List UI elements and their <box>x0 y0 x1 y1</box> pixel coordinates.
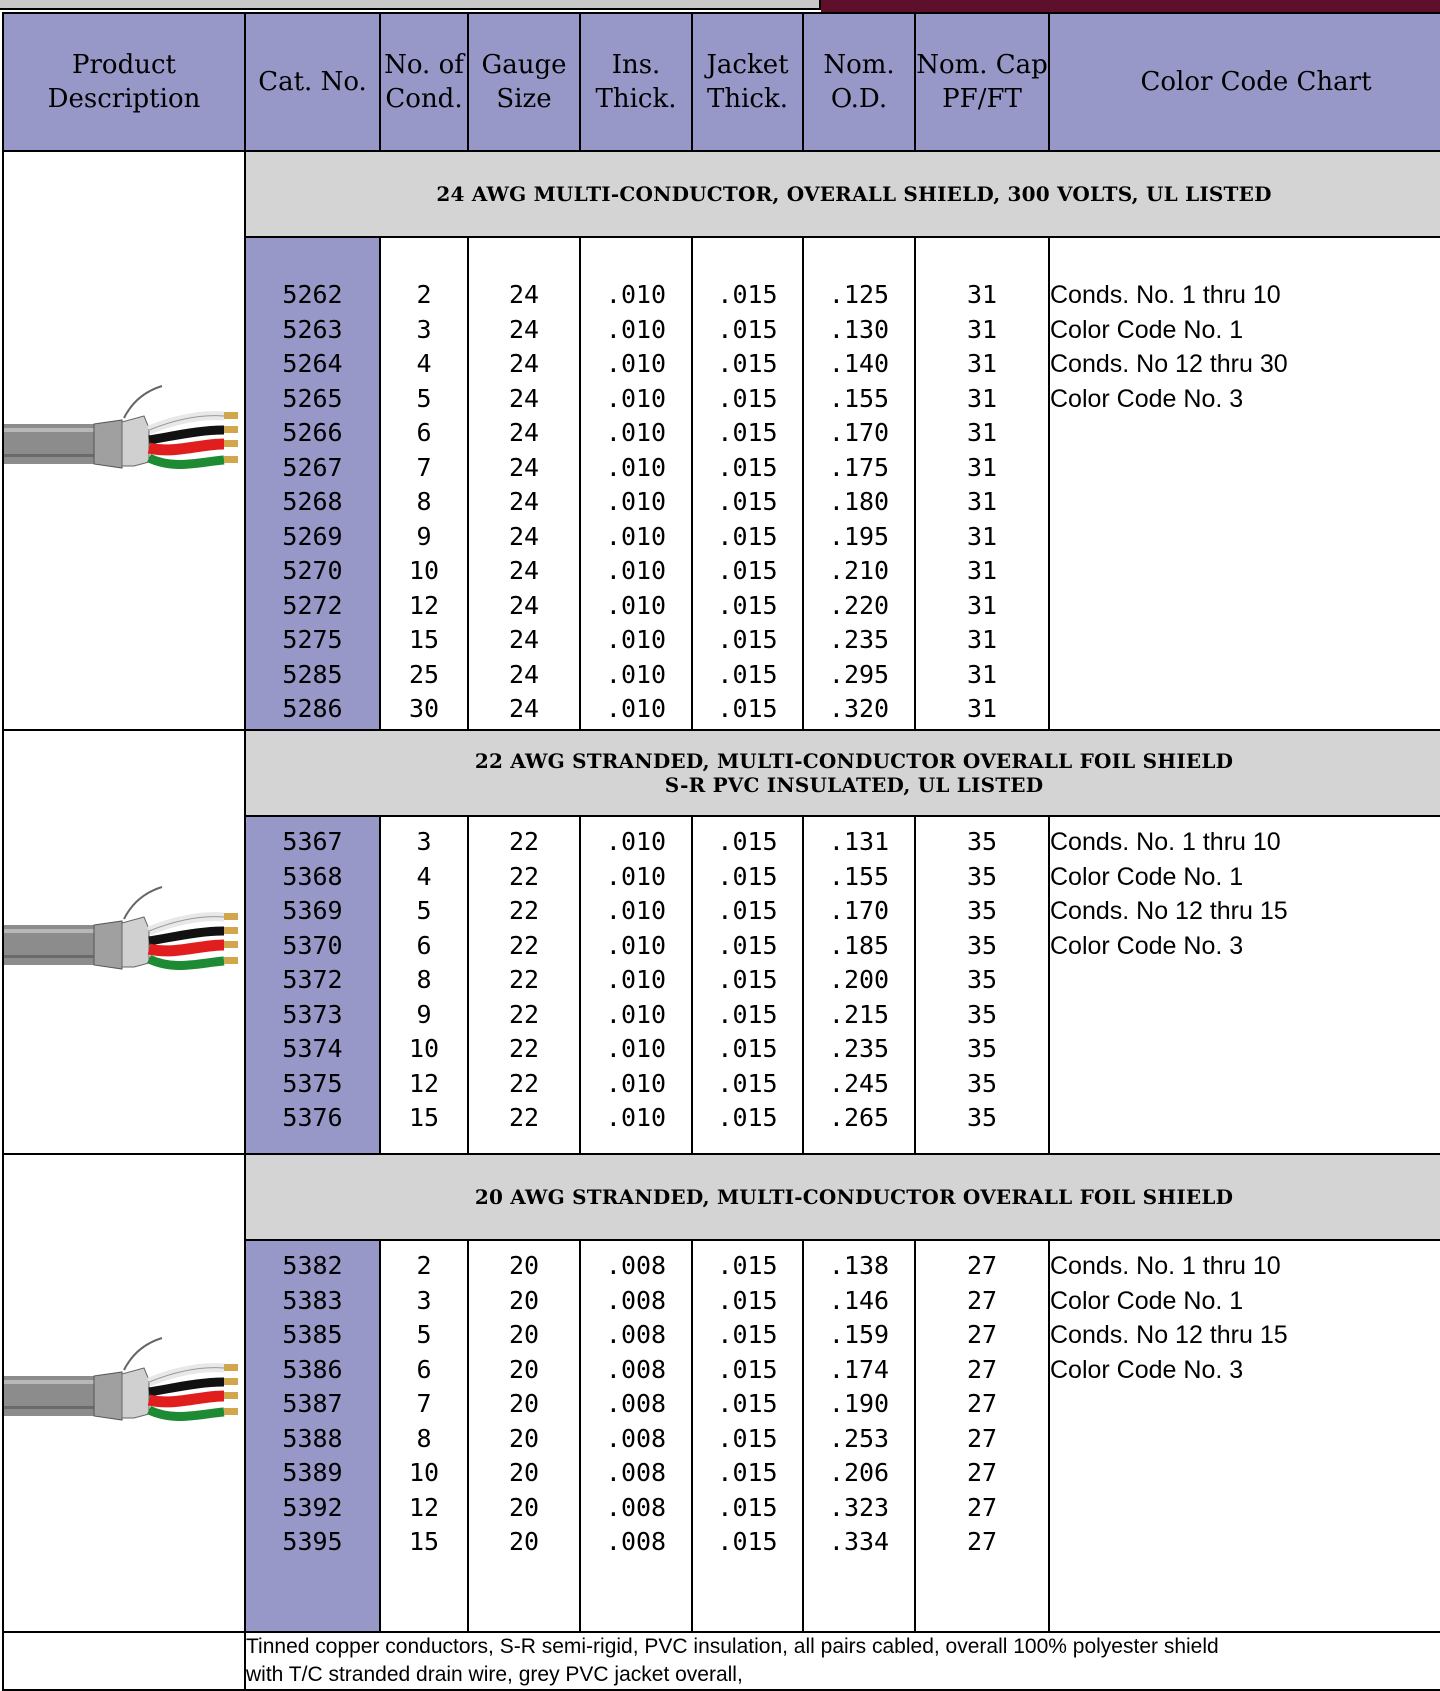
nom-od-value: .220 <box>828 590 890 620</box>
jacket-thick-value: .015 <box>717 965 778 994</box>
nom-od-value: .215 <box>828 999 890 1029</box>
cat-no-value: 5286 <box>282 694 343 723</box>
header-cat-no: Cat. No. <box>245 13 380 151</box>
nom-cap-value: 35 <box>966 1103 998 1132</box>
no-of-cond-value: 5 <box>416 1320 432 1349</box>
nom-cap-value: 31 <box>966 452 998 482</box>
nom-od-column <box>803 816 915 1154</box>
color-code-note: Color Code No. 3 <box>1050 384 1244 413</box>
gauge-size-value: 24 <box>508 314 540 344</box>
gauge-size-value: 24 <box>508 280 540 309</box>
cat-no-value: 5387 <box>282 1389 343 1418</box>
jacket-thick-value: .015 <box>717 452 778 482</box>
header-nom-od: Nom. O.D. <box>803 13 915 151</box>
jacket-thick-value: .015 <box>717 1389 778 1418</box>
nom-cap-value: 35 <box>966 827 998 856</box>
header-ins-thick: Ins. Thick. <box>580 13 692 151</box>
ins-thick-value: .010 <box>605 827 667 856</box>
jacket-thick-value: .015 <box>717 1458 778 1487</box>
ins-thick-value: .010 <box>605 487 667 516</box>
nom-cap-column <box>915 237 1049 730</box>
nom-cap-value: 35 <box>966 930 998 960</box>
nom-od-value: .159 <box>828 1320 890 1349</box>
nom-cap-value: 27 <box>966 1458 998 1487</box>
cat-no-value: 5369 <box>282 896 343 925</box>
cat-no-value: 5264 <box>282 349 343 378</box>
nom-od-value: .175 <box>828 452 890 482</box>
ins-thick-value: .010 <box>605 896 667 925</box>
nom-od-value: .180 <box>828 487 890 516</box>
cat-no-value: 5395 <box>282 1527 343 1556</box>
jacket-thick-value: .015 <box>717 827 778 856</box>
cat-no-value: 5382 <box>282 1251 343 1280</box>
nom-cap-value: 31 <box>966 314 998 344</box>
section-banner-line: 22 AWG STRANDED, MULTI-CONDUCTOR OVERALL FOIL SHIELD <box>474 749 1234 773</box>
cat-no-value: 5373 <box>282 999 343 1029</box>
nom-od-value: .320 <box>828 694 890 723</box>
jacket-thick-value: .015 <box>717 930 778 960</box>
section-banner-row <box>3 151 1440 237</box>
gauge-size-value: 24 <box>508 418 540 447</box>
no-of-cond-value: 6 <box>416 418 432 447</box>
jacket-thick-value: .015 <box>717 1251 778 1280</box>
jacket-thick-value: .015 <box>717 1423 778 1453</box>
color-code-notes <box>1049 237 1440 730</box>
sections-body <box>3 151 1440 1690</box>
footer-description <box>245 1632 1440 1690</box>
no-of-cond-value: 6 <box>416 1354 432 1384</box>
cat-no-value: 5266 <box>282 418 343 447</box>
no-of-cond-value: 6 <box>416 930 432 960</box>
ins-thick-value: .008 <box>605 1354 667 1384</box>
no-of-cond-value: 8 <box>416 487 432 516</box>
cat-no-value: 5392 <box>282 1492 343 1522</box>
gauge-size-value: 22 <box>508 965 540 994</box>
jacket-thick-value: .015 <box>717 383 778 413</box>
no-of-cond-value: 10 <box>408 1034 440 1063</box>
nom-od-value: .170 <box>828 896 890 925</box>
no-of-cond-value: 12 <box>408 1068 440 1098</box>
gauge-size-column <box>468 816 580 1154</box>
header-gauge-size: Gauge Size <box>468 13 580 151</box>
ins-thick-value: .010 <box>605 999 667 1029</box>
nom-cap-value: 31 <box>966 383 998 413</box>
nom-od-value: .190 <box>828 1389 890 1418</box>
ins-thick-value: .008 <box>605 1492 667 1522</box>
ins-thick-column <box>580 237 692 730</box>
header-nom-cap: Nom. Cap PF/FT <box>915 13 1049 151</box>
no-of-cond-value: 7 <box>416 452 432 482</box>
nom-od-value: .210 <box>828 556 890 585</box>
gauge-size-value: 24 <box>508 590 540 620</box>
jacket-thick-value: .015 <box>717 521 778 551</box>
nom-od-value: .155 <box>828 383 890 413</box>
multi-conductor-cable-image <box>4 885 244 995</box>
section-banner-row <box>3 730 1440 816</box>
gauge-size-value: 22 <box>508 1068 540 1098</box>
jacket-thick-value: .015 <box>717 1354 778 1384</box>
cat-no-column <box>245 1240 380 1632</box>
ins-thick-value: .010 <box>605 314 667 344</box>
cat-no-value: 5368 <box>282 861 343 891</box>
no-of-cond-column <box>380 237 468 730</box>
no-of-cond-value: 12 <box>408 1492 440 1522</box>
nom-cap-value: 27 <box>966 1251 998 1280</box>
jacket-thick-value: .015 <box>717 659 778 689</box>
jacket-thick-value: .015 <box>717 349 778 378</box>
gauge-size-value: 22 <box>508 827 540 856</box>
jacket-thick-value: .015 <box>717 999 778 1029</box>
section-banner-line: S-R PVC INSULATED, UL LISTED <box>664 773 1044 797</box>
nom-cap-value: 31 <box>966 349 998 378</box>
ins-thick-value: .010 <box>605 280 667 309</box>
footer-row <box>3 1632 1440 1690</box>
header-product-description: Product Description <box>3 13 245 151</box>
no-of-cond-value: 25 <box>408 659 440 689</box>
no-of-cond-value: 5 <box>416 383 432 413</box>
gauge-size-value: 24 <box>508 521 540 551</box>
ins-thick-value: .010 <box>605 418 667 447</box>
ins-thick-value: .008 <box>605 1251 667 1280</box>
gauge-size-value: 22 <box>508 1103 540 1132</box>
cat-no-value: 5388 <box>282 1423 343 1453</box>
color-code-note: Color Code No. 3 <box>1050 931 1244 960</box>
no-of-cond-value: 10 <box>408 556 440 585</box>
ins-thick-value: .010 <box>605 383 667 413</box>
section-banner-line: 20 AWG STRANDED, MULTI-CONDUCTOR OVERALL FOIL SHIELD <box>474 1185 1234 1209</box>
multi-conductor-cable-image <box>4 1336 244 1446</box>
section-banner <box>245 1154 1440 1240</box>
no-of-cond-value: 3 <box>416 1285 432 1315</box>
jacket-thick-value: .015 <box>717 896 778 925</box>
section-banner-row <box>3 1154 1440 1240</box>
no-of-cond-value: 9 <box>416 999 432 1029</box>
no-of-cond-value: 3 <box>416 827 432 856</box>
nom-cap-value: 31 <box>966 280 998 309</box>
nom-od-value: .140 <box>828 349 890 378</box>
color-code-note: Conds. No. 1 thru 10 <box>1050 281 1281 309</box>
nom-od-value: .206 <box>828 1458 890 1487</box>
nom-od-value: .146 <box>828 1285 890 1315</box>
ins-thick-value: .010 <box>605 930 667 960</box>
top-bar <box>0 0 1440 12</box>
no-of-cond-value: 8 <box>416 965 432 994</box>
jacket-thick-column <box>692 1240 803 1632</box>
multi-conductor-cable-image <box>4 384 244 494</box>
no-of-cond-value: 10 <box>408 1458 440 1487</box>
no-of-cond-value: 8 <box>416 1423 432 1453</box>
nom-od-value: .323 <box>828 1492 890 1522</box>
gauge-size-value: 20 <box>508 1492 540 1522</box>
nom-od-value: .155 <box>828 861 890 891</box>
gauge-size-value: 22 <box>508 1034 540 1063</box>
cat-no-value: 5374 <box>282 1034 343 1063</box>
nom-cap-value: 35 <box>966 965 998 994</box>
ins-thick-value: .008 <box>605 1458 667 1487</box>
no-of-cond-value: 30 <box>408 694 440 723</box>
gauge-size-value: 20 <box>508 1251 540 1280</box>
cable-image-cell <box>3 1154 245 1632</box>
color-code-note: Conds. No 12 thru 30 <box>1050 350 1288 378</box>
nom-cap-value: 27 <box>966 1492 998 1522</box>
gauge-size-value: 20 <box>508 1527 540 1556</box>
nom-od-value: .334 <box>828 1527 890 1556</box>
cat-no-column <box>245 816 380 1154</box>
nom-cap-value: 31 <box>966 625 998 654</box>
ins-thick-value: .010 <box>605 1068 667 1098</box>
cat-no-value: 5385 <box>282 1320 343 1349</box>
nom-cap-value: 31 <box>966 556 998 585</box>
ins-thick-value: .010 <box>605 861 667 891</box>
section-banner <box>245 151 1440 237</box>
ins-thick-value: .010 <box>605 694 667 723</box>
nom-cap-value: 35 <box>966 1068 998 1098</box>
cat-no-value: 5367 <box>282 827 343 856</box>
color-code-note: Color Code No. 3 <box>1050 1355 1244 1384</box>
nom-od-value: .295 <box>828 659 890 689</box>
section-banner <box>245 730 1440 816</box>
nom-cap-value: 31 <box>966 487 998 516</box>
cat-no-value: 5375 <box>282 1068 343 1098</box>
cable-image-cell <box>3 151 245 730</box>
cat-no-value: 5262 <box>282 280 343 309</box>
color-code-note: Conds. No. 1 thru 10 <box>1050 828 1281 856</box>
gauge-size-value: 20 <box>508 1354 540 1384</box>
cat-no-value: 5272 <box>282 590 343 620</box>
no-of-cond-value: 12 <box>408 590 440 620</box>
header-row <box>3 13 1440 151</box>
gauge-size-value: 24 <box>508 694 540 723</box>
jacket-thick-value: .015 <box>717 487 778 516</box>
jacket-thick-value: .015 <box>717 1320 778 1349</box>
gauge-size-value: 24 <box>508 383 540 413</box>
nom-od-value: .253 <box>828 1423 890 1453</box>
cat-no-value: 5389 <box>282 1458 343 1487</box>
ins-thick-value: .008 <box>605 1527 667 1556</box>
no-of-cond-value: 9 <box>416 521 432 551</box>
footer-text-line: Tinned copper conductors, S-R semi-rigid, PVC insulation, all pairs cabled, overall 100% polyester shield <box>246 1635 1219 1658</box>
nom-od-value: .265 <box>828 1103 890 1132</box>
gauge-size-value: 24 <box>508 625 540 654</box>
color-code-note: Color Code No. 1 <box>1050 315 1244 344</box>
header-jacket-thick: Jacket Thick. <box>692 13 803 151</box>
gauge-size-value: 20 <box>508 1320 540 1349</box>
jacket-thick-value: .015 <box>717 1527 778 1556</box>
gauge-size-value: 24 <box>508 487 540 516</box>
nom-cap-value: 35 <box>966 999 998 1029</box>
top-bar-right <box>821 0 1440 12</box>
gauge-size-value: 20 <box>508 1458 540 1487</box>
no-of-cond-value: 3 <box>416 314 432 344</box>
cat-no-value: 5265 <box>282 383 343 413</box>
jacket-thick-value: .015 <box>717 1034 778 1063</box>
cat-no-column <box>245 237 380 730</box>
no-of-cond-value: 15 <box>408 1527 440 1556</box>
nom-cap-value: 27 <box>966 1423 998 1453</box>
jacket-thick-value: .015 <box>717 556 778 585</box>
nom-od-value: .130 <box>828 314 890 344</box>
nom-cap-value: 31 <box>966 590 998 620</box>
color-code-note: Conds. No 12 thru 15 <box>1050 1321 1288 1349</box>
cat-no-value: 5268 <box>282 487 343 516</box>
footer-text-line: with T/C stranded drain wire, grey PVC jacket overall, <box>246 1663 743 1686</box>
no-of-cond-column <box>380 1240 468 1632</box>
no-of-cond-value: 15 <box>408 1103 440 1132</box>
section-banner-line: 24 AWG MULTI-CONDUCTOR, OVERALL SHIELD, 300 VOLTS, UL LISTED <box>436 182 1272 206</box>
ins-thick-value: .010 <box>605 965 667 994</box>
gauge-size-value: 20 <box>508 1285 540 1315</box>
no-of-cond-value: 4 <box>416 349 432 378</box>
ins-thick-value: .010 <box>605 521 667 551</box>
spec-table <box>2 12 1440 1691</box>
nom-cap-value: 27 <box>966 1320 998 1349</box>
nom-cap-value: 31 <box>966 659 998 689</box>
nom-cap-value: 27 <box>966 1354 998 1384</box>
cat-no-value: 5372 <box>282 965 343 994</box>
jacket-thick-value: .015 <box>717 625 778 654</box>
nom-od-value: .170 <box>828 418 890 447</box>
cable-image-cell <box>3 730 245 1154</box>
nom-cap-value: 31 <box>966 418 998 447</box>
jacket-thick-value: .015 <box>717 418 778 447</box>
nom-od-value: .235 <box>828 1034 890 1063</box>
gauge-size-value: 24 <box>508 659 540 689</box>
gauge-size-value: 22 <box>508 861 540 891</box>
cat-no-value: 5270 <box>282 556 343 585</box>
nom-od-value: .125 <box>828 280 890 309</box>
nom-od-value: .131 <box>828 827 890 856</box>
color-code-notes <box>1049 1240 1440 1632</box>
nom-od-value: .235 <box>828 625 890 654</box>
nom-od-value: .200 <box>828 965 890 994</box>
cat-no-value: 5370 <box>282 930 343 960</box>
gauge-size-value: 22 <box>508 999 540 1029</box>
nom-cap-value: 27 <box>966 1285 998 1315</box>
nom-od-column <box>803 1240 915 1632</box>
nom-cap-value: 27 <box>966 1527 998 1556</box>
gauge-size-value: 24 <box>508 349 540 378</box>
nom-od-column <box>803 237 915 730</box>
ins-thick-value: .008 <box>605 1285 667 1315</box>
jacket-thick-value: .015 <box>717 280 778 309</box>
jacket-thick-value: .015 <box>717 590 778 620</box>
footer-empty-cell <box>3 1632 245 1690</box>
cat-no-value: 5386 <box>282 1354 343 1384</box>
color-code-note: Color Code No. 1 <box>1050 862 1244 891</box>
ins-thick-value: .010 <box>605 349 667 378</box>
no-of-cond-column <box>380 816 468 1154</box>
cat-no-value: 5269 <box>282 521 343 551</box>
ins-thick-column <box>580 816 692 1154</box>
header-no-of-cond: No. of Cond. <box>380 13 468 151</box>
nom-cap-value: 35 <box>966 1034 998 1063</box>
nom-cap-value: 31 <box>966 694 998 723</box>
cat-no-value: 5285 <box>282 659 343 689</box>
color-code-note: Conds. No 12 thru 15 <box>1050 897 1288 925</box>
no-of-cond-value: 2 <box>416 280 432 309</box>
nom-cap-value: 35 <box>966 861 998 891</box>
nom-cap-value: 31 <box>966 521 998 551</box>
ins-thick-value: .008 <box>605 1389 667 1418</box>
cat-no-value: 5275 <box>282 625 343 654</box>
ins-thick-value: .010 <box>605 556 667 585</box>
jacket-thick-value: .015 <box>717 1285 778 1315</box>
jacket-thick-value: .015 <box>717 1103 778 1132</box>
gauge-size-value: 20 <box>508 1423 540 1453</box>
ins-thick-value: .010 <box>605 625 667 654</box>
jacket-thick-column <box>692 816 803 1154</box>
jacket-thick-value: .015 <box>717 861 778 891</box>
gauge-size-column <box>468 1240 580 1632</box>
nom-cap-column <box>915 1240 1049 1632</box>
jacket-thick-column <box>692 237 803 730</box>
nom-cap-value: 27 <box>966 1389 998 1418</box>
cat-no-value: 5263 <box>282 314 343 344</box>
nom-od-value: .245 <box>828 1068 890 1098</box>
nom-od-value: .174 <box>828 1354 890 1384</box>
nom-cap-column <box>915 816 1049 1154</box>
gauge-size-column <box>468 237 580 730</box>
ins-thick-value: .008 <box>605 1320 667 1349</box>
gauge-size-value: 22 <box>508 896 540 925</box>
jacket-thick-value: .015 <box>717 1068 778 1098</box>
color-code-notes <box>1049 816 1440 1154</box>
header-color-code: Color Code Chart <box>1049 13 1440 151</box>
jacket-thick-value: .015 <box>717 1492 778 1522</box>
ins-thick-value: .010 <box>605 590 667 620</box>
gauge-size-value: 24 <box>508 556 540 585</box>
ins-thick-value: .010 <box>605 1034 667 1063</box>
gauge-size-value: 20 <box>508 1389 540 1418</box>
ins-thick-value: .008 <box>605 1423 667 1453</box>
cat-no-value: 5383 <box>282 1285 343 1315</box>
nom-od-value: .195 <box>828 521 890 551</box>
jacket-thick-value: .015 <box>717 694 778 723</box>
nom-od-value: .138 <box>828 1251 890 1280</box>
color-code-note: Conds. No. 1 thru 10 <box>1050 1252 1281 1280</box>
ins-thick-column <box>580 1240 692 1632</box>
color-code-note: Color Code No. 1 <box>1050 1286 1244 1315</box>
gauge-size-value: 24 <box>508 452 540 482</box>
gauge-size-value: 22 <box>508 930 540 960</box>
top-bar-left <box>0 0 821 10</box>
nom-cap-value: 35 <box>966 896 998 925</box>
no-of-cond-value: 15 <box>408 625 440 654</box>
ins-thick-value: .010 <box>605 452 667 482</box>
ins-thick-value: .010 <box>605 1103 667 1132</box>
cat-no-value: 5267 <box>282 452 343 482</box>
nom-od-value: .185 <box>828 930 890 960</box>
no-of-cond-value: 5 <box>416 896 432 925</box>
no-of-cond-value: 4 <box>416 861 432 891</box>
no-of-cond-value: 2 <box>416 1251 432 1280</box>
jacket-thick-value: .015 <box>717 314 778 344</box>
cat-no-value: 5376 <box>282 1103 343 1132</box>
no-of-cond-value: 7 <box>416 1389 432 1418</box>
ins-thick-value: .010 <box>605 659 667 689</box>
